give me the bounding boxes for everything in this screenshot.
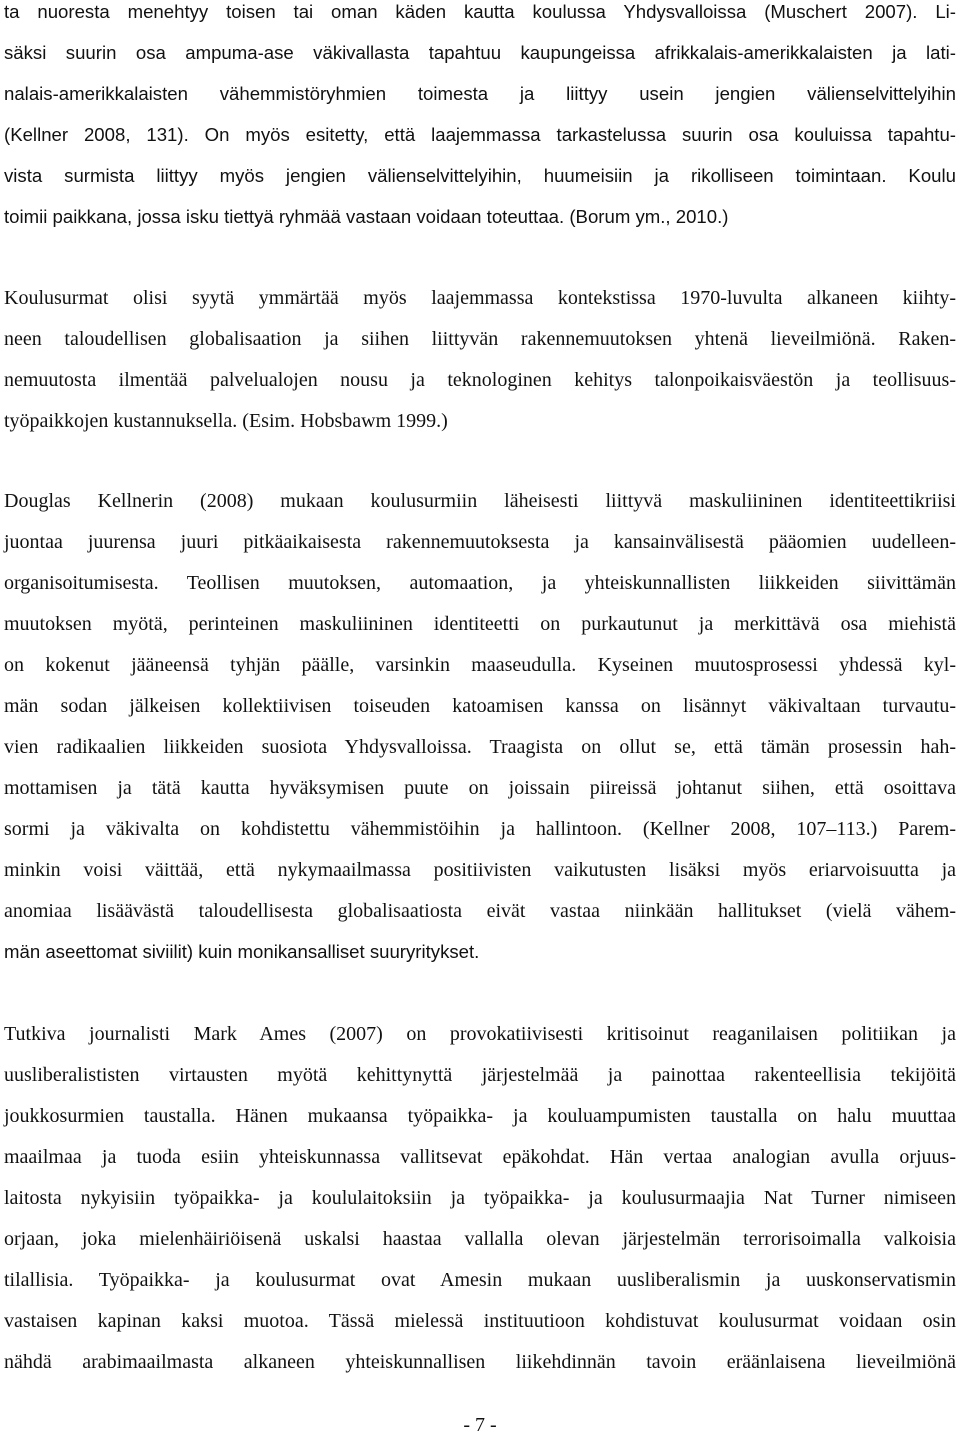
- text-line: työpaikkojen kustannuksella. (Esim. Hobsbawm 1999.): [4, 410, 448, 432]
- text-line: anomiaa lisäävästä taloudellisesta globalisaatiosta eivät vastaa niinkään hallitukset (vielä vähem-: [4, 900, 956, 922]
- text-line: nemuutosta ilmentää palvelualojen nousu ja teknologinen kehitys talonpoikaisväestön ja teollisuus-: [4, 369, 956, 391]
- text-line: vastaisen kapinan kaksi muotoa. Tässä mielessä instituutioon kohdistuvat koulusurmat voidaan osin: [4, 1310, 956, 1332]
- text-line: orjaan, joka mielenhäiriöisenä uskalsi haastaa vallalla olevan järjestelmän terrorisoimalla valkoisia: [4, 1228, 956, 1250]
- text-line: uusliberalististen virtausten myötä kehittynyttä järjestelmää ja painottaa rakenteellisia tekijöitä: [4, 1064, 956, 1086]
- text-line: tilallisia. Työpaikka- ja koulusurmat ovat Amesin mukaan uusliberalismin ja uuskonservatismin: [4, 1269, 956, 1291]
- text-line: ta nuoresta menehtyy toisen tai oman käden kautta koulussa Yhdysvalloissa (Muschert 2007). Li-: [4, 1, 956, 22]
- text-line: män sodan jälkeisen kollektiivisen toiseuden katoamisen kanssa on lisännyt väkivaltaan turvautu-: [4, 695, 956, 717]
- text-line: nähdä arabimaailmasta alkaneen yhteiskunnallisen liikehdinnän tavoin eräänlaisena lieveilmiönä: [4, 1351, 956, 1373]
- text-line: laitosta nykyisiin työpaikka- ja koululaitoksiin ja työpaikka- ja koulusurmaajia Nat Turner nimiseen: [4, 1187, 956, 1209]
- text-line: Koulusurmat olisi syytä ymmärtää myös laajemmassa kontekstissa 1970-luvulta alkaneen kiihty-: [4, 287, 956, 309]
- text-line: Tutkiva journalisti Mark Ames (2007) on provokatiivisesti kritisoinut reaganilaisen politiikan ja: [4, 1023, 956, 1045]
- text-line: vista surmista liittyy myös jengien välienselvittelyihin, huumeisiin ja rikolliseen toimintaan. Koulu: [4, 165, 956, 186]
- text-line: organisoitumisesta. Teollisen muutoksen, automaation, ja yhteiskunnallisten liikkeiden siivittämän: [4, 572, 956, 594]
- text-line: joukkosurmien taustalla. Hänen mukaansa työpaikka- ja kouluampumisten taustalla on halu muuttaa: [4, 1105, 956, 1127]
- text-line: neen taloudellisen globalisaation ja siihen liittyvän rakennemuutoksen yhtenä lieveilmiönä. Raken-: [4, 328, 956, 350]
- text-line: juontaa juurensa juuri pitkäaikaisesta rakennemuutoksesta ja kansainvälisestä pääomien uudelleen-: [4, 531, 956, 553]
- text-line: nalais-amerikkalaisten vähemmistöryhmien toimesta ja liittyy usein jengien välienselvittelyihin: [4, 83, 956, 104]
- text-line: säksi suurin osa ampuma-ase väkivallasta tapahtuu kaupungeissa afrikkalais-amerikkalaisten ja lati-: [4, 42, 956, 63]
- text-line: vien radikaalien liikkeiden suosiota Yhdysvalloissa. Traagista on ollut se, että tämän prosessin hah-: [4, 736, 956, 758]
- text-line: muutoksen myötä, perinteinen maskuliininen identiteetti on purkautunut ja merkittävä osa miehistä: [4, 613, 956, 635]
- text-line: toimii paikkana, jossa isku tiettyä ryhmää vastaan voidaan toteuttaa. (Borum ym., 2010.): [4, 206, 729, 227]
- text-line: minkin voisi väittää, että nykymaailmassa positiivisten vaikutusten lisäksi myös eriarvoisuutta ja: [4, 859, 956, 881]
- text-line: män aseettomat siviilit) kuin monikansalliset suuryritykset.: [4, 941, 480, 962]
- text-line: (Kellner 2008, 131). On myös esitetty, että laajemmassa tarkastelussa suurin osa kouluissa tapahtu-: [4, 124, 956, 145]
- text-line: maailmaa ja tuoda esiin yhteiskunnassa vallitsevat epäkohdat. Hän vertaa analogian avulla orjuus-: [4, 1146, 956, 1168]
- page-number: - 7 -: [463, 1414, 497, 1436]
- text-line: sormi ja väkivalta on kohdistettu vähemmistöihin ja hallintoon. (Kellner 2008, 107–113.) Parem-: [4, 818, 956, 840]
- text-line: mottamisen ja tätä kautta hyväksymisen puute on joissain piireissä johtanut siihen, että osoittava: [4, 777, 956, 799]
- text-line: Douglas Kellnerin (2008) mukaan koulusurmiin läheisesti liittyvä maskuliininen identiteettikriisi: [4, 490, 956, 512]
- text-line: on kokenut jääneensä tyhjän päälle, varsinkin maaseudulla. Kyseinen muutosprosessi yhdessä kyl-: [4, 654, 956, 676]
